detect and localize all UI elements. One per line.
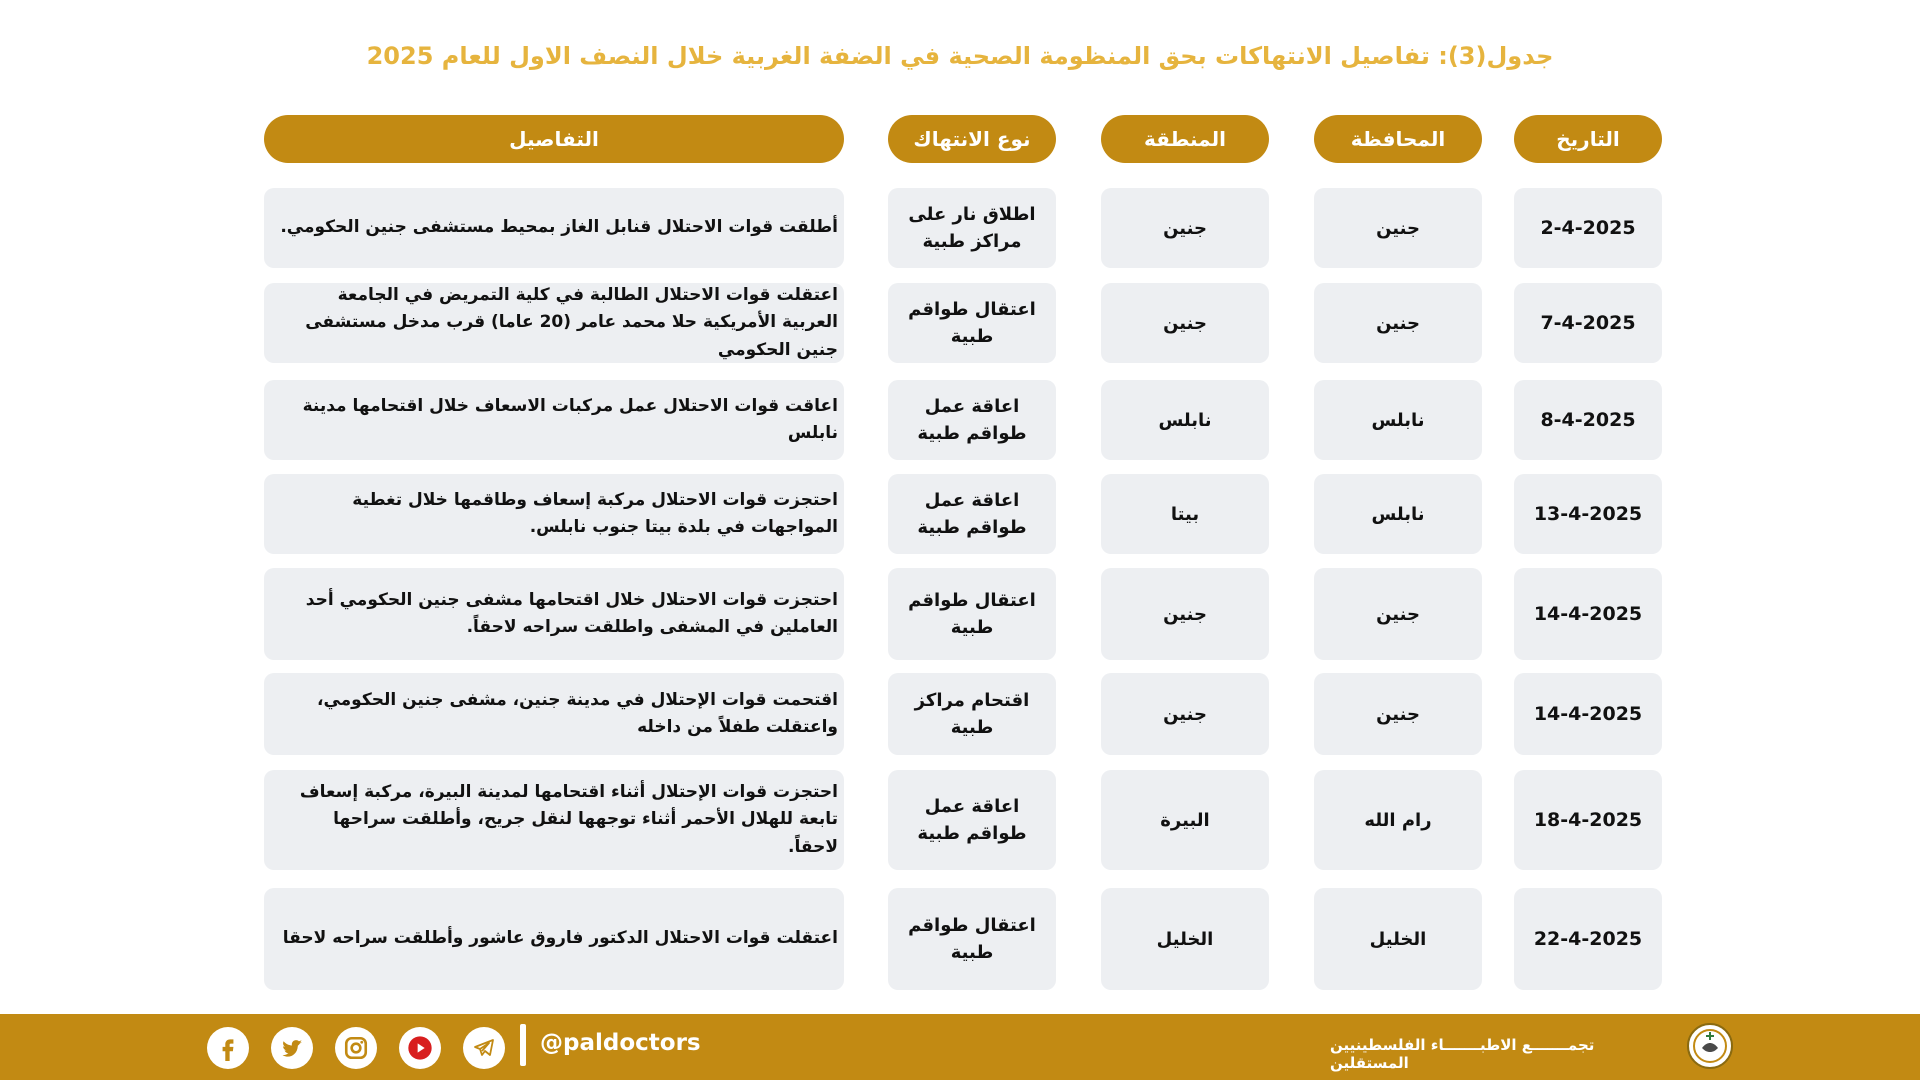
cell-details (264, 283, 844, 363)
cell-area-text: جنين (1163, 603, 1207, 625)
header-area: المنطقة (1101, 115, 1269, 163)
cell-violation-type-text: اعاقة عمل طواقم طبية (917, 396, 1027, 444)
cell-date-text: 18-4-2025 (1533, 808, 1643, 831)
footer-bar (0, 1014, 1920, 1080)
cell-details-text: اعتقلت قوات الاحتلال الطالبة في كلية التمريض في الجامعة العربية الأمريكية حلا محمد عامر (20 عاما) قرب مدخل مستشفى جنين الحكومي (305, 285, 838, 360)
telegram-icon[interactable] (463, 1027, 505, 1069)
cell-violation-type (888, 380, 1056, 460)
cell-violation-type-text: اعتقال طواقم طبية (908, 590, 1036, 638)
header-details: التفاصيل (264, 115, 844, 163)
cell-details (264, 568, 844, 660)
cell-details-text: احتجزت قوات الاحتلال خلال اقتحامها مشفى جنين الحكومي أحد العاملين في المشفى واطلقت سراحه لاحقاً. (305, 589, 838, 637)
cell-governorate (1314, 568, 1482, 660)
cell-governorate (1314, 188, 1482, 268)
cell-date-text: 14-4-2025 (1533, 702, 1643, 725)
cell-violation-type (888, 188, 1056, 268)
cell-violation-type-text: اعاقة عمل طواقم طبية (917, 490, 1027, 538)
cell-details-text: اعتقلت قوات الاحتلال الدكتور فاروق عاشور وأطلقت سراحه لاحقا (282, 928, 838, 949)
cell-violation-type (888, 283, 1056, 363)
instagram-icon[interactable] (335, 1027, 377, 1069)
cell-details (264, 188, 844, 268)
header-date: التاريخ (1514, 115, 1662, 163)
cell-date (1514, 770, 1662, 870)
cell-date-text: 7-4-2025 (1540, 311, 1636, 334)
cell-date (1514, 380, 1662, 460)
cell-area (1101, 474, 1269, 554)
cell-area (1101, 380, 1269, 460)
cell-date-text: 8-4-2025 (1540, 408, 1636, 431)
cell-governorate (1314, 673, 1482, 755)
cell-date (1514, 673, 1662, 755)
cell-governorate (1314, 283, 1482, 363)
social-handle[interactable]: @paldoctors (540, 1030, 701, 1056)
cell-governorate-text: نابلس (1371, 409, 1425, 431)
cell-governorate (1314, 888, 1482, 990)
cell-violation-type (888, 673, 1056, 755)
cell-violation-type (888, 770, 1056, 870)
cell-area-text: جنين (1163, 312, 1207, 334)
cell-violation-type (888, 888, 1056, 990)
cell-date (1514, 474, 1662, 554)
cell-governorate (1314, 770, 1482, 870)
cell-details-text: احتجزت قوات الإحتلال أثناء اقتحامها لمدينة البيرة، مركبة إسعاف تابعة للهلال الأحمر أثناء توجهها لنقل جريح، وأطلقت سراحها لاحقاً. (299, 782, 838, 857)
cell-area (1101, 673, 1269, 755)
cell-area (1101, 568, 1269, 660)
cell-details-text: أطلقت قوات الاحتلال قنابل الغاز بمحيط مستشفى جنين الحكومي. (280, 217, 838, 238)
cell-governorate (1314, 474, 1482, 554)
cell-governorate-text: الخليل (1369, 928, 1427, 950)
organization-name: تجمـــــــع الاطبـــــــاء الفلسطينيين المستقلين (1330, 1036, 1595, 1072)
cell-details (264, 770, 844, 870)
cell-date (1514, 888, 1662, 990)
cell-violation-type-text: اعتقال طواقم طبية (908, 299, 1036, 347)
twitter-icon[interactable] (271, 1027, 313, 1069)
cell-violation-type-text: اطلاق نار على مراكز طبية (908, 204, 1036, 252)
footer-divider (520, 1024, 526, 1066)
cell-governorate-text: جنين (1376, 217, 1420, 239)
cell-details-text: احتجزت قوات الاحتلال مركبة إسعاف وطاقمها خلال تغطية المواجهات في بلدة بيتا جنوب نابلس. (352, 489, 838, 537)
cell-violation-type (888, 568, 1056, 660)
cell-area (1101, 888, 1269, 990)
cell-date-text: 13-4-2025 (1533, 502, 1643, 525)
cell-governorate-text: جنين (1376, 603, 1420, 625)
cell-date (1514, 283, 1662, 363)
cell-area (1101, 770, 1269, 870)
cell-violation-type (888, 474, 1056, 554)
cell-area-text: جنين (1163, 703, 1207, 725)
cell-governorate-text: جنين (1376, 703, 1420, 725)
cell-violation-type-text: اعاقة عمل طواقم طبية (917, 796, 1027, 844)
cell-date-text: 2-4-2025 (1540, 216, 1636, 239)
header-violation-type: نوع الانتهاك (888, 115, 1056, 163)
cell-details-text: اعاقت قوات الاحتلال عمل مركبات الاسعاف خلال اقتحامها مدينة نابلس (302, 395, 838, 443)
table-title: جدول(3): تفاصيل الانتهاكات بحق المنظومة الصحية في الضفة الغربية خلال النصف الاول للعام 2025 (366, 42, 1554, 70)
cell-area-text: بيتا (1170, 503, 1200, 525)
cell-details-text: اقتحمت قوات الإحتلال في مدينة جنين، مشفى جنين الحكومي، واعتقلت طفلاً من داخله (317, 689, 838, 737)
cell-area (1101, 283, 1269, 363)
cell-date (1514, 568, 1662, 660)
cell-area-text: الخليل (1156, 928, 1214, 950)
facebook-icon[interactable] (207, 1027, 249, 1069)
cell-date-text: 14-4-2025 (1533, 602, 1643, 625)
cell-governorate (1314, 380, 1482, 460)
cell-details (264, 380, 844, 460)
cell-date-text: 22-4-2025 (1533, 927, 1643, 950)
cell-area (1101, 188, 1269, 268)
cell-governorate-text: جنين (1376, 312, 1420, 334)
organization-logo-icon (1686, 1022, 1734, 1070)
cell-violation-type-text: اقتحام مراكز طبية (914, 690, 1030, 738)
cell-governorate-text: رام الله (1364, 809, 1432, 831)
cell-details (264, 474, 844, 554)
cell-details (264, 673, 844, 755)
youtube-icon[interactable] (399, 1027, 441, 1069)
cell-details (264, 888, 844, 990)
cell-area-text: نابلس (1158, 409, 1212, 431)
cell-area-text: جنين (1163, 217, 1207, 239)
cell-governorate-text: نابلس (1371, 503, 1425, 525)
cell-date (1514, 188, 1662, 268)
cell-violation-type-text: اعتقال طواقم طبية (908, 915, 1036, 963)
cell-area-text: البيرة (1160, 809, 1210, 831)
header-governorate: المحافظة (1314, 115, 1482, 163)
